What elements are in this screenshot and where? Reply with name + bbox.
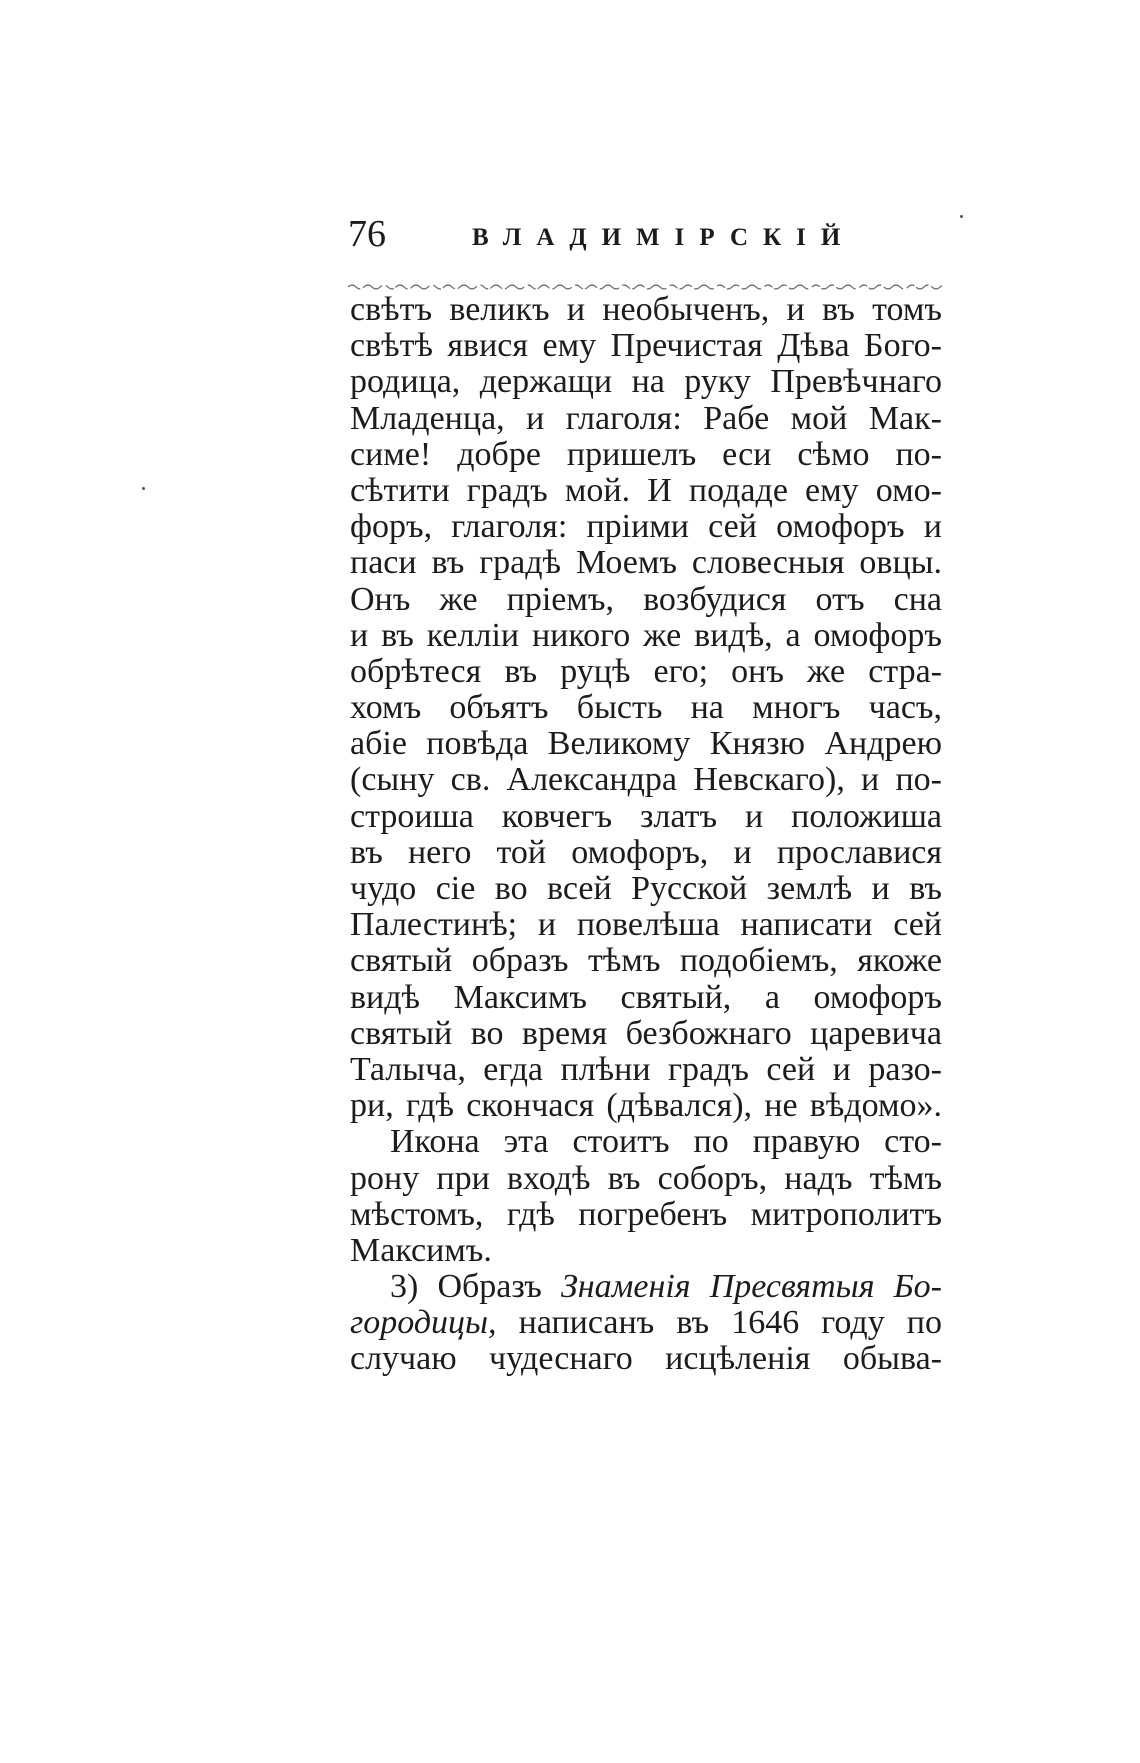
text-line: и въ келліи никого же видѣ, а омофоръ: [350, 616, 942, 654]
text-line: святый образъ тѣмъ подобіемъ, якоже: [350, 942, 942, 980]
text-line: въ него той омофоръ, и прославися: [350, 833, 942, 871]
item-number: 3) Образъ: [390, 1268, 561, 1306]
text-line: сѣтити градъ мой. И подаде ему омо-: [350, 471, 942, 509]
running-head: [348, 214, 948, 258]
item-3-third-line: случаю чудеснаго исцѣленія обыва-: [350, 1340, 942, 1378]
item-3-second-line: [350, 1305, 942, 1341]
print-speck: [960, 215, 963, 218]
item-3-first-line: [350, 1269, 942, 1305]
item-title-italic-cont: городицы,: [350, 1304, 497, 1342]
text-line: видѣ Максимъ святый, а омофоръ: [350, 978, 942, 1016]
text-line: свѣтѣ явися ему Пречистая Дѣва Бого-: [350, 327, 942, 365]
text-line: чудо сіе во всей Русской землѣ и въ: [350, 870, 942, 907]
text-line: Талыча, егда плѣни градъ сей и разо-: [350, 1050, 942, 1088]
decorative-wavy-rule: [348, 283, 942, 291]
text-line: свѣтъ великъ и необыченъ, и въ томъ: [350, 291, 942, 328]
paragraph-last-line: Максимъ.: [350, 1231, 492, 1269]
text-line: родица, держащи на руку Превѣчнаго: [350, 363, 942, 401]
text-line: ри, гдѣ скончася (дѣвался), не вѣдомо».: [350, 1087, 942, 1125]
text-line: симе! добре пришелъ еси сѣмо по-: [350, 435, 942, 473]
print-speck: [142, 487, 145, 490]
text-line: форъ, глаголя: пріими сей омофоръ и: [350, 508, 942, 546]
paragraph-first-line: Икона эта стоитъ по правую сто-: [390, 1123, 942, 1161]
item-title-italic: Знаменія Пресвятыя Бо-: [560, 1268, 942, 1306]
text-line: святый во время безбожнаго царевича: [350, 1014, 942, 1052]
text-line: (сыну св. Александра Невскаго), и по-: [350, 761, 942, 799]
text-line: Младенца, и глаголя: Рабе мой Мак-: [350, 399, 942, 437]
text-line: паси въ градѣ Моемъ словесныя овцы.: [350, 544, 942, 582]
text-line: абіе повѣда Великому Князю Андрею: [350, 725, 942, 763]
text-line: Онъ же пріемъ, возбудися отъ сна: [350, 580, 942, 618]
running-title: ВЛАДИМІРСКІЙ: [472, 224, 856, 251]
text-line: мѣстомъ, гдѣ погребенъ митрополитъ: [350, 1195, 942, 1233]
body-text: [350, 292, 942, 1378]
text-line: хомъ объятъ бысть на многъ часъ,: [350, 689, 942, 727]
item-text: написанъ въ 1646 году по: [496, 1304, 942, 1342]
text-line: обрѣтеся въ руцѣ его; онъ же стра-: [350, 652, 942, 690]
text-line: строиша ковчегъ златъ и положиша: [350, 797, 942, 835]
text-line: рону при входѣ въ соборъ, надъ тѣмъ: [350, 1159, 942, 1197]
page-number: 76: [348, 213, 386, 255]
text-line: Палестинѣ; и повелѣша написати сей: [350, 906, 942, 944]
